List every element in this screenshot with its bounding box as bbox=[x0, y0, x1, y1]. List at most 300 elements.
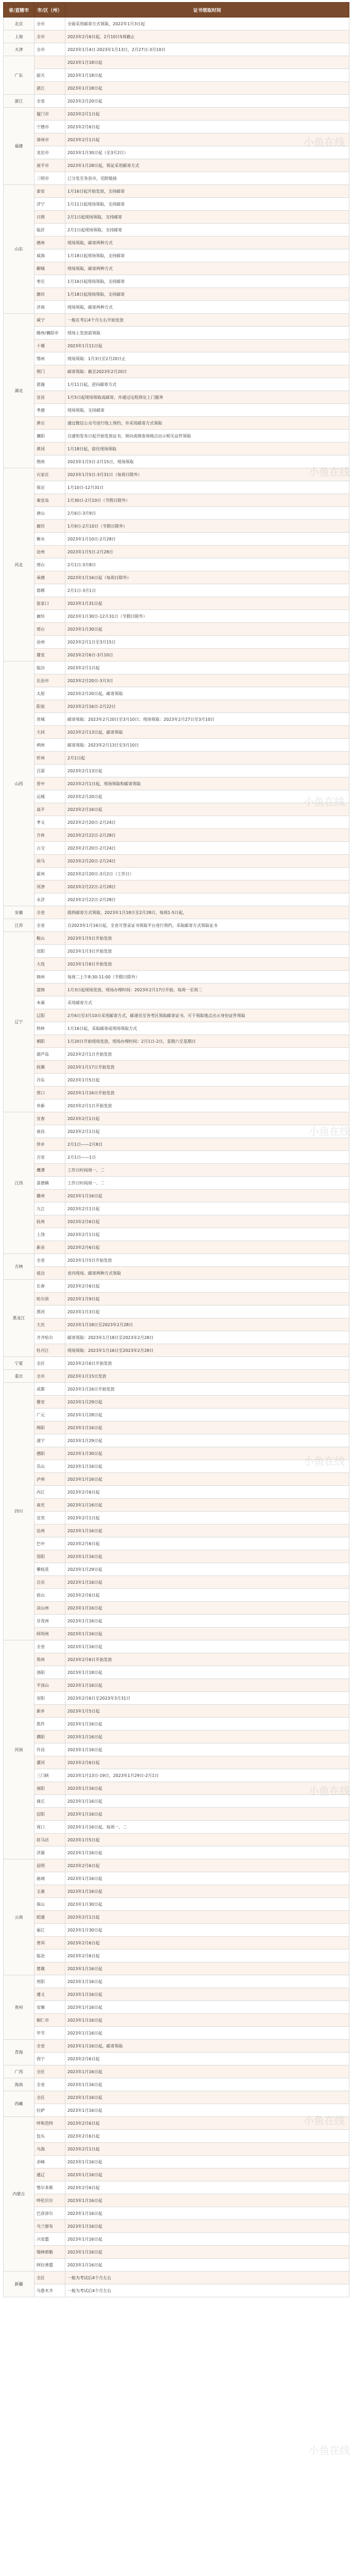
collection-time-cell: 2023年1月18日起 bbox=[65, 69, 349, 82]
table-row bbox=[4, 82, 349, 95]
collection-time-cell: 2月1日-3月8日 bbox=[65, 558, 349, 571]
collection-time-cell: 2023年2月1日至3月15日 bbox=[65, 636, 349, 649]
table-row bbox=[4, 1950, 349, 1962]
collection-time-cell: 2023年2月6日起 bbox=[65, 1937, 349, 1950]
collection-time-cell: 2月1日起现场领取，支持邮寄 bbox=[65, 211, 349, 224]
city-cell: 三门峡 bbox=[34, 1769, 65, 1782]
city-cell: 全区 bbox=[34, 2272, 65, 2284]
table-row bbox=[4, 842, 349, 855]
city-cell: 凉山州 bbox=[34, 1602, 65, 1615]
table-row bbox=[4, 146, 349, 159]
collection-time-cell: 每周二上午8:30-11:00（节假日除外） bbox=[65, 971, 349, 984]
certificate-schedule-page bbox=[3, 2, 349, 2297]
table-row bbox=[4, 1859, 349, 1872]
collection-time-cell: 2023年1月16日起 bbox=[65, 2001, 349, 2014]
collection-time-cell: 2023年2月6日起 bbox=[65, 1859, 349, 1872]
table-row bbox=[4, 790, 349, 803]
collection-time-cell: 2023年1月28日起 bbox=[65, 1409, 349, 1421]
collection-time-cell: 2023年1月29日起 bbox=[65, 1396, 349, 1409]
table-row bbox=[4, 108, 349, 121]
collection-time-cell: 2023年1月16日起 bbox=[65, 1679, 349, 1692]
table-row bbox=[4, 159, 349, 172]
collection-time-cell: 1月9日-2月10日（节假日除外） bbox=[65, 520, 349, 533]
collection-time-cell: 2023年1月13日-19日，2023年1月29日-2月1日 bbox=[65, 1769, 349, 1782]
collection-time-cell: 2023年2月13日起 bbox=[65, 765, 349, 777]
collection-time-cell: 1月16日起开始发放，支持邮寄 bbox=[65, 185, 349, 198]
collection-time-cell: 2023年1月16日起，邮寄领取 bbox=[65, 2040, 349, 2053]
province-cell: 四川 bbox=[4, 1383, 34, 1640]
collection-time-cell: 2023年1月16日起 bbox=[65, 1782, 349, 1795]
table-row bbox=[4, 1396, 349, 1409]
table-row bbox=[4, 2078, 349, 2091]
table-row bbox=[4, 1628, 349, 1640]
city-cell: 达州 bbox=[34, 1524, 65, 1537]
city-cell: 绵阳 bbox=[34, 1421, 65, 1434]
table-row bbox=[4, 30, 349, 43]
collection-time-cell: 1月16日起现场领取，支持邮寄 bbox=[65, 275, 349, 288]
collection-time-cell: 2023年1月16日开始发放 bbox=[65, 1087, 349, 1099]
city-cell: 南昌 bbox=[34, 1125, 65, 1138]
table-row bbox=[4, 1911, 349, 1924]
city-cell: 濮阳 bbox=[34, 1731, 65, 1743]
collection-time-cell: 2023年2月6日起，2月10日5周截止 bbox=[65, 30, 349, 43]
table-row bbox=[4, 494, 349, 507]
city-cell: 沈阳 bbox=[34, 945, 65, 958]
table-row bbox=[4, 1602, 349, 1615]
city-cell: 全区 bbox=[34, 2065, 65, 2078]
collection-time-cell: 现场领取，邮寄两种方式 bbox=[65, 236, 349, 249]
table-row bbox=[4, 958, 349, 971]
table-row bbox=[4, 1975, 349, 1988]
city-cell: 泸州 bbox=[34, 1473, 65, 1486]
city-cell: 洛阳 bbox=[34, 1666, 65, 1679]
collection-time-cell: 2月6日-3月9日 bbox=[65, 507, 349, 520]
table-row bbox=[4, 1524, 349, 1537]
table-row bbox=[4, 520, 349, 533]
collection-time-cell: 通过微信公众号进行线上预约，并采用邮寄方式领取 bbox=[65, 417, 349, 430]
collection-time-cell: 2023年1月30日起 bbox=[65, 1898, 349, 1911]
table-row bbox=[4, 236, 349, 249]
table-row bbox=[4, 1499, 349, 1512]
collection-time-cell: 1月16日起，采取邮寄或现场领取方式 bbox=[65, 1022, 349, 1035]
table-row bbox=[4, 1666, 349, 1679]
city-cell: 宁德市 bbox=[34, 121, 65, 133]
collection-time-cell: 2023年2月1日起 bbox=[65, 1125, 349, 1138]
collection-time-cell: 2023年2月1日开始发放 bbox=[65, 1099, 349, 1112]
city-cell: 宜宾 bbox=[34, 1512, 65, 1524]
collection-time-cell: 2023年1月16日起 bbox=[65, 1795, 349, 1808]
table-row bbox=[4, 1318, 349, 1331]
city-cell: 新乡 bbox=[34, 1705, 65, 1718]
collection-time-cell: 2023年1月5日开始发放 bbox=[65, 932, 349, 945]
table-row bbox=[4, 533, 349, 546]
city-cell: 遵义 bbox=[34, 1988, 65, 2001]
collection-time-cell: 2023年1月16日起 bbox=[65, 1846, 349, 1859]
province-cell: 海南 bbox=[4, 2078, 34, 2091]
table-row bbox=[4, 275, 349, 288]
collection-time-cell: 2023年1月16日起 bbox=[65, 1615, 349, 1628]
city-cell: 霍州 bbox=[34, 868, 65, 880]
city-cell: 沧州 bbox=[34, 636, 65, 649]
city-cell: 巴彦淖尔 bbox=[34, 2207, 65, 2220]
table-row bbox=[4, 571, 349, 584]
city-cell: 临汾 bbox=[34, 662, 65, 674]
table-row bbox=[4, 1048, 349, 1061]
table-row bbox=[4, 133, 349, 146]
province-cell: 河南 bbox=[4, 1640, 34, 1859]
city-cell: 甘孜州 bbox=[34, 1615, 65, 1628]
collection-time-cell: 邮寄领取：2023年1月18日至2023年2月28日 bbox=[65, 1331, 349, 1344]
city-cell: 曲靖 bbox=[34, 1872, 65, 1885]
province-cell: 辽宁 bbox=[4, 932, 34, 1112]
collection-time-cell: 2023年2月1日开始发放 bbox=[65, 1048, 349, 1061]
province-cell: 内蒙古 bbox=[4, 2117, 34, 2272]
table-row bbox=[4, 1705, 349, 1718]
city-cell: 雄安 bbox=[34, 649, 65, 662]
collection-time-cell: 2023年1月16日起 bbox=[65, 1718, 349, 1731]
province-cell: 重庆 bbox=[4, 1370, 34, 1383]
table-row bbox=[4, 2246, 349, 2259]
city-cell: 济南 bbox=[34, 301, 65, 314]
table-row bbox=[4, 1306, 349, 1318]
city-cell: 萍乡 bbox=[34, 1138, 65, 1151]
city-cell: 阳泉 bbox=[34, 700, 65, 713]
collection-time-cell: 2023年2月6日起 bbox=[65, 121, 349, 133]
table-row bbox=[4, 327, 349, 340]
table-row bbox=[4, 365, 349, 378]
city-cell: 保山 bbox=[34, 1898, 65, 1911]
table-row bbox=[4, 1576, 349, 1589]
city-cell: 德阳 bbox=[34, 1447, 65, 1460]
city-cell: 邢台 bbox=[34, 558, 65, 571]
collection-time-cell: 工作日时间周一、二 bbox=[65, 1164, 349, 1177]
city-cell: 毕节 bbox=[34, 2027, 65, 2040]
table-row bbox=[4, 1125, 349, 1138]
table-row bbox=[4, 1756, 349, 1769]
city-cell: 孝感 bbox=[34, 404, 65, 417]
table-row bbox=[4, 1190, 349, 1202]
collection-time-cell: 2023年2月6日起 bbox=[65, 1486, 349, 1499]
city-cell: 荆门 bbox=[34, 365, 65, 378]
table-row bbox=[4, 2091, 349, 2104]
province-cell: 江苏 bbox=[4, 919, 34, 932]
city-cell: 丹东 bbox=[34, 1074, 65, 1087]
collection-time-cell: 2023年2月6日起 bbox=[65, 1215, 349, 1228]
table-row bbox=[4, 1074, 349, 1087]
collection-time-cell: 2月1日-3月1日 bbox=[65, 584, 349, 597]
city-cell: 唐山 bbox=[34, 507, 65, 520]
province-cell: 湖北 bbox=[4, 314, 34, 468]
collection-time-cell: 现场领取：1月3日至2月20日止 bbox=[65, 352, 349, 365]
collection-time-cell: 2023年2月6日-3月10日 bbox=[65, 649, 349, 662]
city-cell: 鞍山 bbox=[34, 932, 65, 945]
province-cell: 福建 bbox=[4, 108, 34, 185]
collection-time-cell: 2023年1月16日起 bbox=[65, 2168, 349, 2181]
table-row bbox=[4, 468, 349, 481]
table-row bbox=[4, 1241, 349, 1254]
province-cell: 天津 bbox=[4, 43, 34, 56]
city-cell: 晋中 bbox=[34, 777, 65, 790]
collection-time-cell: 提供邮寄方式领取，2023年1月18日至2月28日，每周1-5日起， bbox=[65, 906, 349, 919]
collection-time-cell: 1月18日起现场领取，支持邮寄 bbox=[65, 249, 349, 262]
city-cell: 阿拉善盟 bbox=[34, 2259, 65, 2272]
city-cell: 贵阳 bbox=[34, 1975, 65, 1988]
table-row bbox=[4, 1615, 349, 1628]
collection-time-cell: 2023年1月16日起 bbox=[65, 1421, 349, 1434]
city-cell: 全省 bbox=[34, 2040, 65, 2053]
table-row bbox=[4, 404, 349, 417]
city-cell: 遂宁 bbox=[34, 1434, 65, 1447]
city-cell: 全市 bbox=[34, 30, 65, 43]
city-cell: 全省 bbox=[34, 2078, 65, 2091]
table-row bbox=[4, 752, 349, 765]
city-cell: 济源 bbox=[34, 1846, 65, 1859]
table-row bbox=[4, 2168, 349, 2181]
table-row bbox=[4, 1988, 349, 2001]
collection-time-cell: 全面采用邮寄方式领取，2022年1月3日起 bbox=[65, 18, 349, 30]
city-cell: 锡林郭勒 bbox=[34, 2246, 65, 2259]
collection-time-cell: 2月1日——2月8日 bbox=[65, 1138, 349, 1151]
collection-time-cell: 邮寄领取：2023年2月20日至3月10日；现场领取：2023年2月27日至3月10日 bbox=[65, 713, 349, 726]
collection-time-cell: 2023年2月16日起 bbox=[65, 803, 349, 816]
city-cell: 济宁 bbox=[34, 198, 65, 211]
city-cell: 雅安 bbox=[34, 1396, 65, 1409]
city-cell: 葫芦岛 bbox=[34, 1048, 65, 1061]
collection-time-cell: 2023年1月16日起 bbox=[65, 1473, 349, 1486]
table-row bbox=[4, 1885, 349, 1898]
collection-time-cell: 2023年1月5日起 bbox=[65, 1074, 349, 1087]
table-row bbox=[4, 507, 349, 520]
province-cell: 江西 bbox=[4, 1112, 34, 1254]
collection-time-cell: 2023年1月30日起（至3月2日） bbox=[65, 146, 349, 159]
city-cell: 邯郸 bbox=[34, 584, 65, 597]
collection-time-cell: 2023年1月16日起 bbox=[65, 2220, 349, 2233]
collection-time-cell: 2023年2月20日-2月24日 bbox=[65, 842, 349, 855]
table-row bbox=[4, 1872, 349, 1885]
province-cell: 青海 bbox=[4, 2040, 34, 2065]
collection-time-cell: 2023年1月16日起 bbox=[65, 1460, 349, 1473]
table-row bbox=[4, 2284, 349, 2297]
city-cell: 枣庄 bbox=[34, 275, 65, 288]
collection-time-cell: 2023年2月22日-2月28日 bbox=[65, 880, 349, 893]
collection-time-cell: 2023年2月20日-3月2日（工作日） bbox=[65, 868, 349, 880]
table-row bbox=[4, 314, 349, 327]
table-row bbox=[4, 2027, 349, 2040]
province-cell: 黑龙江 bbox=[4, 1280, 34, 1357]
city-cell: 介休 bbox=[34, 829, 65, 842]
collection-time-cell: 2023年1月16日起 bbox=[65, 1743, 349, 1756]
collection-time-cell: 2023年1月16日开始发放 bbox=[65, 1383, 349, 1396]
collection-time-cell: 2023年1月5日起 bbox=[65, 1705, 349, 1718]
province-cell: 浙江 bbox=[4, 95, 34, 108]
table-row bbox=[4, 185, 349, 198]
collection-time-cell: 2023年1月16日起 bbox=[65, 1550, 349, 1563]
collection-time-cell: 2023年1月3日开始发放 bbox=[65, 945, 349, 958]
city-cell: 宜春 bbox=[34, 1112, 65, 1125]
table-row bbox=[4, 1808, 349, 1821]
city-cell: 信阳 bbox=[34, 1808, 65, 1821]
collection-time-cell: 2023年1月16日起 bbox=[65, 1885, 349, 1898]
table-row bbox=[4, 1898, 349, 1911]
province-cell: 贵州 bbox=[4, 1975, 34, 2040]
province-cell: 云南 bbox=[4, 1859, 34, 1975]
collection-time-cell: 2月1日——1日 bbox=[65, 1151, 349, 1164]
table-row bbox=[4, 558, 349, 571]
table-row bbox=[4, 1460, 349, 1473]
city-cell: 吉安 bbox=[34, 1151, 65, 1164]
city-cell: 十堰 bbox=[34, 340, 65, 352]
city-cell: 九江 bbox=[34, 1202, 65, 1215]
table-row bbox=[4, 1022, 349, 1035]
table-row bbox=[4, 1434, 349, 1447]
city-cell: 兴安盟 bbox=[34, 2233, 65, 2246]
collection-time-cell: 2023年2月22日-2月28日 bbox=[65, 829, 349, 842]
collection-time-cell: 工作日时间周一、二 bbox=[65, 1177, 349, 1190]
collection-time-cell: 2023年1月16日起 bbox=[65, 2207, 349, 2220]
city-cell: 牡丹江 bbox=[34, 1344, 65, 1357]
collection-time-cell: 2023年1月16日起 bbox=[65, 2027, 349, 2040]
collection-time-cell: 2023年1月16日起 bbox=[65, 1731, 349, 1743]
city-cell: 全区 bbox=[34, 2091, 65, 2104]
collection-time-cell: 2023年1月5日开始发放 bbox=[65, 1254, 349, 1267]
table-row bbox=[4, 2156, 349, 2168]
collection-time-cell: 2023年2月16日-2月22日 bbox=[65, 700, 349, 713]
city-cell: 忻州 bbox=[34, 752, 65, 765]
city-cell: 乌兰察布 bbox=[34, 2220, 65, 2233]
city-cell: 安顺 bbox=[34, 2001, 65, 2014]
collection-time-cell: 2023年1月18日起 bbox=[65, 1666, 349, 1679]
collection-time-cell: 2023年1月16日起 bbox=[65, 1602, 349, 1615]
table-row bbox=[4, 430, 349, 443]
collection-time-cell: 1月10日-12月31日 bbox=[65, 481, 349, 494]
collection-time-cell: 现场领取，支持邮寄 bbox=[65, 404, 349, 417]
city-cell: 鹰潭 bbox=[34, 1164, 65, 1177]
table-row bbox=[4, 1962, 349, 1975]
table-row bbox=[4, 1254, 349, 1267]
city-cell: 临沧 bbox=[34, 1950, 65, 1962]
collection-time-cell: 2023年2月20日-3月3日 bbox=[65, 674, 349, 687]
city-cell: 侯马 bbox=[34, 855, 65, 868]
table-row bbox=[4, 726, 349, 739]
collection-time-cell: 2023年2月1日起 bbox=[65, 1112, 349, 1125]
table-row bbox=[4, 1215, 349, 1228]
collection-time-cell: 2023年1月5日-2月28日 bbox=[65, 546, 349, 558]
city-cell: 襄阳 bbox=[34, 430, 65, 443]
collection-time-cell: 自通知发布日起开始发放证书，须向成绩查询地点出示相关证件领取 bbox=[65, 430, 349, 443]
table-row bbox=[4, 1692, 349, 1705]
city-cell: 鄂州 bbox=[34, 352, 65, 365]
table-row bbox=[4, 481, 349, 494]
city-cell: 宜昌 bbox=[34, 391, 65, 404]
table-row bbox=[4, 713, 349, 726]
table-row bbox=[4, 56, 349, 69]
table-row bbox=[4, 610, 349, 623]
city-cell: 成都 bbox=[34, 1383, 65, 1396]
table-row bbox=[4, 2207, 349, 2220]
table-row bbox=[4, 1370, 349, 1383]
city-cell: 全市 bbox=[34, 1370, 65, 1383]
collection-time-cell: 2023年1月16日起 bbox=[65, 1576, 349, 1589]
table-row bbox=[4, 2104, 349, 2117]
city-cell: 廊坊 bbox=[34, 610, 65, 623]
table-row bbox=[4, 2001, 349, 2014]
collection-time-cell: 现场领取：2023年1月16日至2023年2月28日 bbox=[65, 1344, 349, 1357]
collection-time-cell: 2023年2月6日起 bbox=[65, 1589, 349, 1602]
collection-time-cell: 2月1日起 bbox=[65, 752, 349, 765]
city-cell: 潍坊 bbox=[34, 288, 65, 301]
table-row bbox=[4, 1731, 349, 1743]
city-cell: 石家庄 bbox=[34, 468, 65, 481]
city-cell: 朝阳 bbox=[34, 1035, 65, 1048]
city-cell: 三明市 bbox=[34, 172, 65, 185]
province-cell: 上海 bbox=[4, 30, 34, 43]
table-row bbox=[4, 984, 349, 996]
table-row bbox=[4, 2272, 349, 2284]
city-cell: 孝义 bbox=[34, 816, 65, 829]
city-cell: 大同 bbox=[34, 726, 65, 739]
table-row bbox=[4, 584, 349, 597]
province-cell: 山西 bbox=[4, 662, 34, 906]
collection-time-cell: 2023年2月6日开始发放 bbox=[65, 1357, 349, 1370]
collection-time-cell: 2023年2月1日起 bbox=[65, 1202, 349, 1215]
table-row bbox=[4, 546, 349, 558]
table-row bbox=[4, 687, 349, 700]
city-cell: 厦门市 bbox=[34, 108, 65, 121]
city-cell: 临沂 bbox=[34, 224, 65, 236]
collection-time-cell: 2023年1月5日-2月15日，现场领取 bbox=[65, 455, 349, 468]
city-cell: 普洱 bbox=[34, 1937, 65, 1950]
table-row bbox=[4, 211, 349, 224]
collection-time-cell: 2023年1月16日起 bbox=[65, 2233, 349, 2246]
table-row bbox=[4, 378, 349, 391]
province-cell: 北京 bbox=[4, 18, 34, 30]
collection-time-cell: 2023年1月16日起 bbox=[65, 1640, 349, 1653]
city-cell: 邢台 bbox=[34, 623, 65, 636]
collection-time-cell: 2023年2月1日起 bbox=[65, 1512, 349, 1524]
city-cell: 荆州 bbox=[34, 455, 65, 468]
collection-time-cell: 2023年1月30日起 bbox=[65, 1447, 349, 1460]
table-row bbox=[4, 880, 349, 893]
city-cell: 韶关 bbox=[34, 69, 65, 82]
city-cell: 南充 bbox=[34, 1499, 65, 1512]
collection-time-cell: 2023年1月10日-2月28日 bbox=[65, 533, 349, 546]
city-cell: 铁岭 bbox=[34, 1022, 65, 1035]
watermark-text: 小鱼在线 bbox=[304, 1455, 345, 1467]
city-cell: 攀枝花 bbox=[34, 1563, 65, 1576]
city-cell: 晋城 bbox=[34, 713, 65, 726]
city-cell: 乌海 bbox=[34, 2143, 65, 2156]
city-cell: 郑州 bbox=[34, 1653, 65, 1666]
collection-time-cell: 2023年1月5日起 bbox=[65, 1834, 349, 1846]
city-cell: 巴中 bbox=[34, 1537, 65, 1550]
city-cell: 恩施 bbox=[34, 378, 65, 391]
city-cell: 呼伦贝尔 bbox=[34, 2194, 65, 2207]
table-row bbox=[4, 971, 349, 984]
table-row bbox=[4, 1177, 349, 1190]
table-row bbox=[4, 249, 349, 262]
city-cell: 铜仁市 bbox=[34, 2014, 65, 2027]
city-cell: 秦皇岛 bbox=[34, 494, 65, 507]
table-row bbox=[4, 1924, 349, 1937]
collection-time-cell: 2023年2月6日开始发放 bbox=[65, 1653, 349, 1666]
table-row bbox=[4, 198, 349, 211]
city-cell: 上饶 bbox=[34, 1228, 65, 1241]
city-cell: 抚顺 bbox=[34, 1061, 65, 1074]
table-row bbox=[4, 1383, 349, 1396]
city-cell: 全省 bbox=[34, 1640, 65, 1653]
table-row bbox=[4, 1640, 349, 1653]
province-cell: 宁夏 bbox=[4, 1357, 34, 1370]
